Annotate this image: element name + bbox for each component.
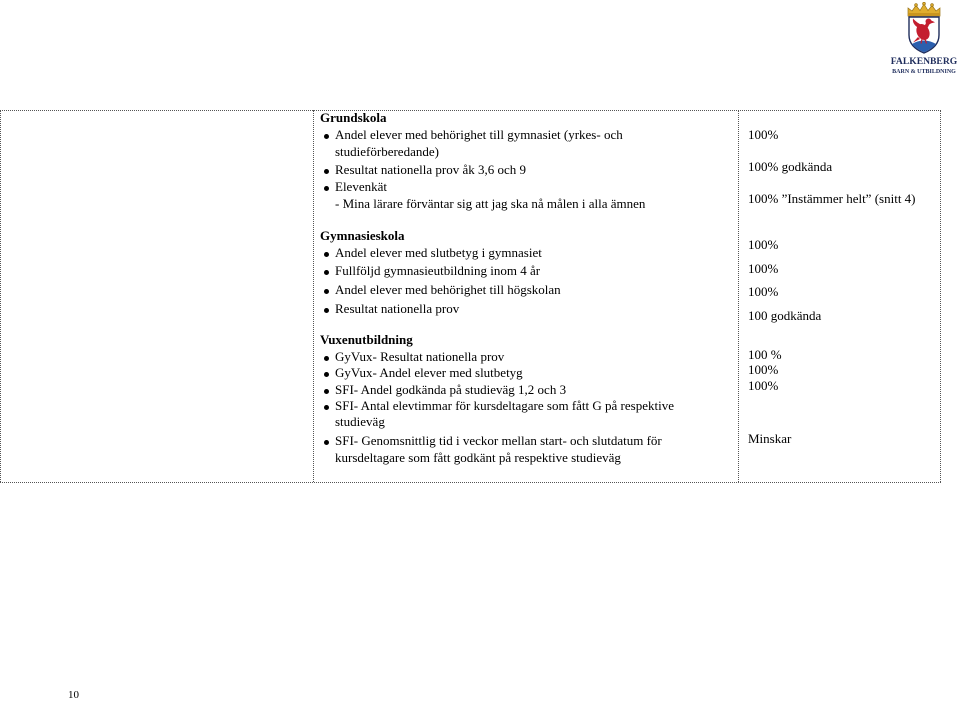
list-item	[320, 433, 662, 449]
table-border-bottom	[0, 482, 941, 483]
target-value: 100%	[748, 362, 779, 377]
section-heading: Vuxenutbildning	[320, 332, 413, 347]
bullet-icon	[324, 186, 329, 191]
list-item	[320, 263, 540, 279]
list-item-text: GyVux- Andel elever med slutbetyg	[335, 365, 523, 380]
list-item-text: Andel elever med slutbetyg i gymnasiet	[335, 245, 542, 260]
target-value: 100%	[748, 127, 779, 142]
list-item-text: SFI- Genomsnittlig tid i veckor mellan start- och slutdatum för	[335, 433, 662, 448]
bullet-icon	[324, 440, 329, 445]
list-item-text: SFI- Andel godkända på studieväg 1,2 och 3	[335, 382, 567, 397]
section-heading: Gymnasieskola	[320, 228, 405, 243]
bullet-icon	[324, 134, 329, 139]
list-item	[320, 162, 526, 178]
list-item	[320, 179, 387, 195]
target-value: 100% ”Instämmer helt” (snitt 4)	[748, 191, 916, 206]
list-item-text: Andel elever med behörighet till högskolan	[335, 282, 561, 297]
page-number: 10	[68, 689, 79, 701]
bullet-icon	[324, 405, 329, 410]
bullet-icon	[324, 308, 329, 313]
list-item	[320, 301, 459, 317]
falkenberg-logo	[888, 2, 960, 78]
table-column-divider	[738, 110, 739, 482]
list-item	[320, 365, 523, 381]
list-item	[320, 382, 566, 398]
list-item-text: GyVux- Resultat nationella prov	[335, 349, 505, 364]
target-value: 100%	[748, 378, 779, 393]
list-item	[320, 398, 674, 414]
target-value: 100%	[748, 284, 779, 299]
list-item-continuation: kursdeltagare som fått godkänt på respektive studieväg	[335, 450, 621, 465]
list-item	[320, 245, 542, 261]
empty-cell	[1, 111, 313, 482]
bullet-icon	[324, 389, 329, 394]
list-item-text: Elevenkät	[335, 179, 387, 194]
list-item-text: Fullföljd gymnasieutbildning inom 4 år	[335, 263, 541, 278]
list-item-text: SFI- Antal elevtimmar för kursdeltagare som fått G på respektive	[335, 398, 674, 413]
list-item	[320, 349, 504, 365]
list-item	[320, 282, 561, 298]
falkenberg-crest-icon	[904, 2, 944, 54]
target-value: Minskar	[748, 431, 792, 446]
bullet-icon	[324, 169, 329, 174]
bullet-icon	[324, 356, 329, 361]
list-item-text: Resultat nationella prov	[335, 301, 460, 316]
section-heading: Grundskola	[320, 110, 387, 125]
list-item-continuation: studieförberedande)	[335, 144, 439, 159]
target-value: 100%	[748, 261, 779, 276]
bullet-icon	[324, 252, 329, 257]
table-border-right	[940, 110, 941, 482]
bullet-icon	[324, 270, 329, 275]
list-item-continuation: - Mina lärare förväntar sig att jag ska nå målen i alla ämnen	[335, 196, 646, 211]
bullet-icon	[324, 372, 329, 377]
target-value: 100%	[748, 237, 779, 252]
logo-subtitle: BARN & UTBILDNING	[892, 69, 956, 75]
target-value: 100% godkända	[748, 159, 833, 174]
list-item-text: Andel elever med behörighet till gymnasiet (yrkes- och	[335, 127, 623, 142]
target-value: 100 godkända	[748, 308, 822, 323]
bullet-icon	[324, 289, 329, 294]
table-column-divider	[313, 110, 314, 482]
list-item-continuation: studieväg	[335, 414, 385, 429]
logo-name: FALKENBERG	[890, 56, 958, 67]
list-item	[320, 127, 623, 143]
list-item-text: Resultat nationella prov åk 3,6 och 9	[335, 162, 526, 177]
target-value: 100 %	[748, 347, 782, 362]
